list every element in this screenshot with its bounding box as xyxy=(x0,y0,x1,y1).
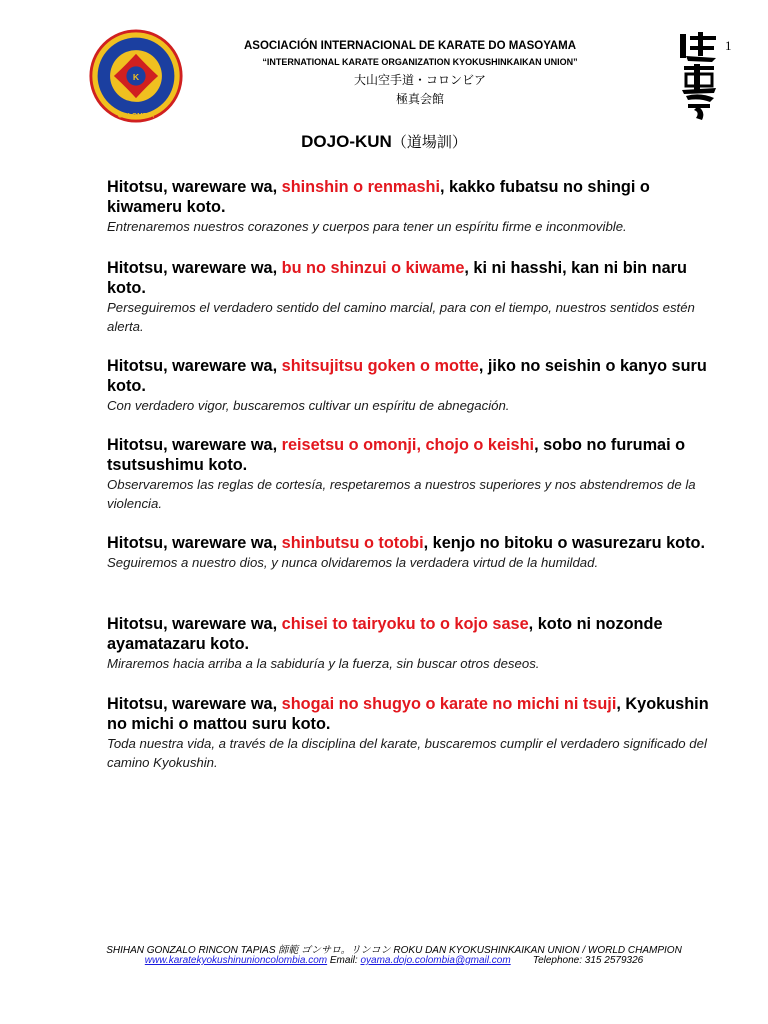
kun-japanese xyxy=(107,435,727,475)
header-org-jp: 大山空手道・コロンビア xyxy=(353,73,486,87)
kun-suffix: , sobo no furumai o tsutsushimu koto. xyxy=(107,436,686,474)
kun-highlight: shinshin o renmashi xyxy=(281,178,440,196)
kun-highlight: shogai no shugyo o karate no michi ni tsuji xyxy=(281,695,617,713)
kun-spanish: Miraremos hacia arriba a la sabiduría y la fuerza, sin buscar otros deseos. xyxy=(107,656,540,671)
kun-japanese xyxy=(107,694,727,734)
kyokushin-kanji-logo xyxy=(676,30,722,122)
header-org-es: ASOCIACIÓN INTERNACIONAL DE KARATE DO MASOYAMA xyxy=(243,40,577,52)
kun-spanish: Seguiremos a nuestro dios, y nunca olvidaremos la verdadera virtud de la humildad. xyxy=(107,555,599,570)
kun-japanese xyxy=(107,258,727,298)
kun-highlight: shitsujitsu goken o motte xyxy=(281,357,479,375)
page-title xyxy=(0,131,768,152)
kun-highlight: chisei to tairyoku to o kojo sase xyxy=(281,615,529,633)
header-kyokushin-jp: 極真会館 xyxy=(395,92,444,106)
kun-japanese xyxy=(107,533,727,553)
kun-highlight: bu no shinzui o kiwame xyxy=(281,259,465,277)
kun-prefix: Hitotsu, wareware wa, xyxy=(107,357,282,375)
kun-spanish: Observaremos las reglas de cortesía, respetaremos a nuestros superiores y nos abstendremos de la violencia. xyxy=(107,477,696,511)
kun-spanish: Perseguiremos el verdadero sentido del camino marcial, para con el tiempo, nuestros sentidos estén alerta. xyxy=(107,300,695,334)
kun-spanish: Con verdadero vigor, buscaremos cultivar un espíritu de abnegación. xyxy=(107,398,510,413)
kyokushin-union-logo xyxy=(88,28,184,124)
kun-suffix: , kakko fubatsu no shingi o kiwameru koto. xyxy=(107,178,650,216)
kun-japanese xyxy=(107,356,727,396)
telephone-text: Telephone: 315 2579326 xyxy=(510,955,644,966)
kun-item xyxy=(107,614,727,673)
email-label: Email: xyxy=(327,955,361,966)
kun-prefix: Hitotsu, wareware wa, xyxy=(107,615,282,633)
kun-item xyxy=(107,258,727,336)
logo-country-text: COLOMBIA xyxy=(117,112,155,120)
footer-contact xyxy=(10,955,768,966)
kun-prefix: Hitotsu, wareware wa, xyxy=(107,436,282,454)
header-org-en: “INTERNATIONAL KARATE ORGANIZATION KYOKUSHINKAIKAN UNION” xyxy=(262,57,578,67)
kun-item xyxy=(107,356,727,415)
kun-spanish: Entrenaremos nuestros corazones y cuerpos para tener un espíritu firme e inconmovible. xyxy=(107,219,627,234)
title-japanese: （道場訓） xyxy=(391,133,467,151)
kun-suffix: , jiko no seishin o kanyo suru koto. xyxy=(107,357,707,395)
kun-item xyxy=(107,177,727,236)
kun-suffix: , ki ni hasshi, kan ni bin naru koto. xyxy=(107,259,687,297)
kun-japanese xyxy=(107,177,727,217)
kun-item xyxy=(107,694,727,772)
kun-suffix: , Kyokushin no michi o mattou suru koto. xyxy=(107,695,709,733)
svg-text:K: K xyxy=(132,71,140,82)
kun-highlight: shinbutsu o totobi xyxy=(281,534,424,552)
kun-prefix: Hitotsu, wareware wa, xyxy=(107,534,282,552)
kun-highlight: reisetsu o omonji, chojo o keishi xyxy=(281,436,535,454)
kun-prefix: Hitotsu, wareware wa, xyxy=(107,695,282,713)
website-link[interactable]: www.karatekyokushinunioncolombia.com xyxy=(144,955,328,966)
email-link[interactable]: oyama.dojo.colombia@gmail.com xyxy=(360,955,511,966)
kun-item xyxy=(107,435,727,513)
kun-japanese xyxy=(107,614,727,654)
kun-prefix: Hitotsu, wareware wa, xyxy=(107,178,282,196)
kun-suffix: , koto ni nozonde ayamatazaru koto. xyxy=(107,615,663,653)
footer-credits: SHIHAN GONZALO RINCON TAPIAS 師範 ゴンサロ。リンコン ROKU DAN KYOKUSHINKAIKAN UNION / WORLD CHAMPION xyxy=(106,945,682,956)
title-english: DOJO-KUN xyxy=(301,132,392,151)
kun-prefix: Hitotsu, wareware wa, xyxy=(107,259,282,277)
kun-spanish: Toda nuestra vida, a través de la disciplina del karate, buscaremos cumplir el verdadero significado del camino Kyokushin. xyxy=(107,736,707,770)
page-number: 1 xyxy=(725,38,732,53)
kun-suffix: , kenjo no bitoku o wasurezaru koto. xyxy=(423,534,705,552)
kun-item xyxy=(107,533,727,572)
